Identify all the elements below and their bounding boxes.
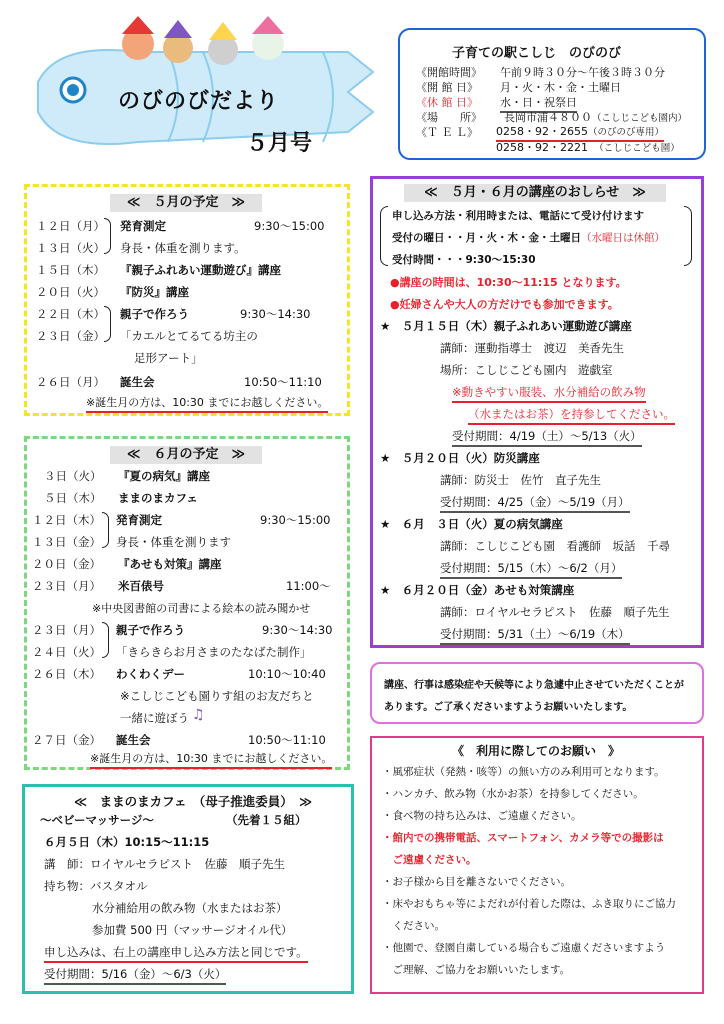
info-label-closed: 《休 館 日》 (416, 96, 478, 109)
june-event-0: 『夏の病気』講座 (118, 469, 210, 483)
june-event-3: 身長・体重を測ります (116, 535, 231, 549)
info-value-place: 長岡市浦４８００ (504, 111, 592, 124)
info-value-open-days: 月・火・木・金・土曜日 (500, 81, 621, 94)
request-item-7: ください。 (382, 920, 445, 932)
cafe-subtitle: ～ベビーマッサージ～ (40, 813, 154, 827)
june-event-7: 親子で作ろう (116, 623, 185, 637)
notice-line-2: あります。ご了承くださいますようお願いいたします。 (384, 702, 633, 713)
june-date-7: ２３日（月） (32, 623, 101, 637)
facility-name: 子育ての駅こしじ のびのび (452, 46, 622, 61)
may-date-7: ２６日（月） (36, 375, 105, 389)
may-time-0: 9:30～15:00 (254, 219, 325, 233)
apply-bracket-left (380, 206, 388, 266)
request-item-8: ・他園で、登園自粛している場合もご遠慮くださいますよう (382, 942, 666, 954)
cafe-apply: 申し込みは、右上の講座申し込み方法と同じです。 (44, 944, 308, 963)
lecture-3-line-0: 講師：ロイヤルセラピスト 佐藤 順子先生 (440, 605, 670, 619)
may-event-2: 『親子ふれあい運動遊び』講座 (120, 263, 281, 277)
may-event-5: 「カエルとてるてる坊主の (120, 329, 258, 343)
june-date-5: ２３日（月） (32, 579, 101, 593)
request-item-9: ご理解、ご協力をお願いいたします。 (382, 964, 571, 976)
june-date-4: ２０日（金） (32, 557, 101, 571)
apply-method: 申し込み方法・利用時または、電話にて受け付けます (392, 210, 644, 222)
may-schedule-title: ≪ ５月の予定 ≫ (110, 194, 262, 212)
june-event-4: 『あせも対策』講座 (118, 557, 222, 571)
lecture-0-red-2: （水またはお茶）を持参してください。 (468, 406, 675, 425)
june-time-2: 9:30～15:00 (260, 513, 331, 527)
request-item-4: ご遠慮ください。 (382, 854, 477, 866)
lecture-3-head: ★ ６月２０日（金）あせも対策講座 (380, 583, 575, 597)
info-label-tel: 《Ｔ Ｅ Ｌ》 (416, 126, 478, 139)
cafe-fee: 参加費 500 円（マッサージオイル代） (92, 923, 293, 937)
notice-box (370, 662, 704, 724)
june-time-12: 10:50～11:10 (248, 733, 326, 747)
notice-time: ●講座の時間は、10:30～11:15 となります。 (390, 276, 627, 289)
info-value-closed: 水・日・祝祭日 (500, 94, 577, 113)
request-item-2: ・食べ物の持ち込みは、ご遠慮ください。 (382, 810, 582, 822)
apply-days-text: 受付の曜日・・月・火・木・金・土曜日 (392, 232, 581, 244)
may-event-7: 誕生会 (120, 375, 155, 389)
june-event-5: 米百俵号 (118, 579, 164, 593)
requests-title: 《 利用に際してのお願い 》 (452, 744, 621, 758)
june-date-9: ２６日（木） (32, 667, 101, 681)
apply-time: 受付時間・・・9:30～15:30 (392, 254, 536, 266)
june-note: ※誕生月の方は、10:30 までにお越しください。 (90, 750, 332, 769)
newsletter-issue: ５月号 (246, 131, 313, 156)
may-date-3: ２０日（火） (36, 285, 105, 299)
june-date-3: １３日（金） (32, 535, 101, 549)
cafe-date: ６月５日（木）10:15～11:15 (44, 835, 210, 849)
apply-days-note: （水曜日は休館） (581, 232, 665, 244)
june-schedule-title: ≪ ６月の予定 ≫ (110, 446, 262, 464)
lecture-0-line-0: 講師：運動指導士 渡辺 美香先生 (440, 341, 624, 355)
lecture-2-period: 受付期間：5/15（木）～6/2（月） (440, 560, 622, 579)
june-event-6: ※中央図書館の司書による絵本の読み聞かせ (92, 602, 311, 615)
lecture-0-head: ★ ５月１５日（木）親子ふれあい運動遊び講座 (380, 319, 632, 333)
may-date-5: ２３日（金） (36, 329, 105, 343)
may-date-0: １２日（月） (36, 219, 105, 233)
request-item-5: ・お子様から目を離さないでください。 (382, 876, 571, 888)
lecture-2-line-0: 講師：こしじこども園 看護師 坂話 千尋 (440, 539, 670, 553)
notice-line-1: 講座、行事は感染症や天候等により急遽中止させていただくことが (384, 680, 684, 691)
request-item-0: ・風邪症状（発熱・咳等）の無い方のみ利用可となります。 (382, 766, 665, 778)
june-time-9: 10:10～10:40 (248, 667, 326, 681)
lecture-2-head: ★ ６月 ３日（火）夏の病気講座 (380, 517, 563, 531)
request-item-1: ・ハンカチ、飲み物（水かお茶）を持参してください。 (382, 788, 644, 800)
cafe-period: 受付期間：5/16（金）～6/3（火） (44, 966, 226, 985)
may-event-4: 親子で作ろう (120, 307, 189, 321)
lecture-1-period: 受付期間：4/25（金）～5/19（月） (440, 494, 630, 513)
info-value-tel2 (496, 139, 680, 155)
june-date-2: １２日（木） (32, 513, 101, 527)
june-event-12: 誕生会 (116, 733, 151, 747)
apply-bracket-right (684, 206, 692, 266)
june-event-8: 「きらきらお月さまのたなばた制作」 (116, 645, 312, 659)
may-date-2: １５日（木） (36, 263, 105, 277)
tel-number-main: 0258・92・2655 (496, 125, 588, 138)
cafe-items2: 水分補給用の飲み物（水またはお茶） (92, 901, 288, 915)
request-item-3: ・館内での携帯電話、スマートフォン、カメラ等での撮影は (382, 832, 664, 844)
june-event-9: わくわくデー (116, 667, 185, 681)
may-date-1: １３日（火） (36, 241, 105, 255)
may-time-4: 9:30～14:30 (240, 307, 311, 321)
info-label-place: 《場 所》 (416, 111, 482, 124)
june-time-7: 9:30～14:30 (262, 623, 333, 637)
cafe-title: ≪ ままのまカフェ （母子推進委員） ≫ (74, 794, 313, 809)
newsletter-title: のびのびだより (118, 89, 280, 114)
may-event-0: 発育測定 (120, 219, 166, 233)
lecture-0-red-1: ※動きやすい服装、水分補給の飲み物 (452, 384, 646, 403)
june-brace-2 (102, 622, 109, 658)
may-event-1: 身長・体重を測ります。 (120, 241, 246, 255)
notice-adults: ●妊婦さんや大人の方だけでも参加できます。 (390, 298, 619, 311)
lecture-0-period: 受付期間：4/19（土）～5/13（火） (452, 428, 642, 447)
june-date-8: ２４日（火） (32, 645, 101, 659)
lecture-1-line-0: 講師：防災士 佐竹 直子先生 (440, 473, 601, 487)
apply-days (392, 230, 665, 245)
lecture-1-head: ★ ５月２０日（火）防災講座 (380, 451, 540, 465)
may-event-6: 足形アート」 (134, 351, 203, 365)
music-note-icon: ♫ (192, 707, 205, 723)
may-note: ※誕生月の方は、10:30 までにお越しください。 (86, 394, 328, 413)
info-note-place: （こしじこども園内） (592, 113, 688, 124)
june-date-0: ３日（火） (44, 469, 102, 483)
june-date-1: ５日（木） (44, 491, 102, 505)
may-date-4: ２２日（木） (36, 307, 105, 321)
june-event-10: ※こしじこども園りす組のお友だちと (120, 689, 314, 703)
may-time-7: 10:50～11:10 (244, 375, 322, 389)
lecture-title: ≪ ５月・６月の講座のおしらせ ≫ (404, 184, 666, 202)
may-brace-1 (104, 218, 111, 254)
june-time-5: 11:00～ (286, 579, 331, 593)
info-label-open-days: 《開 館 日》 (416, 81, 478, 94)
cafe-capacity: （先着１５組） (226, 813, 307, 827)
info-label-hours: 《開館時間》 (416, 66, 482, 79)
june-event-1: ままのまカフェ (118, 491, 198, 505)
june-brace-1 (102, 512, 109, 548)
tel-note-main: （のびのび専用） (588, 127, 665, 138)
may-event-3: 『防災』講座 (120, 285, 189, 299)
info-value-hours: 午前９時３０分～午後３時３０分 (500, 66, 665, 79)
cafe-lecturer: 講 師：ロイヤルセラピスト 佐藤 順子先生 (44, 857, 286, 871)
lecture-3-period: 受付期間：5/31（土）～6/19（木） (440, 626, 630, 645)
may-brace-2 (104, 306, 111, 342)
tel-note-2: （こしじこども園） (599, 143, 680, 154)
cafe-items: 持ち物：バスタオル (44, 879, 148, 893)
june-date-12: ２７日（金） (32, 733, 101, 747)
june-event-2: 発育測定 (116, 513, 162, 527)
lecture-0-line-1: 場所：こしじこども園内 遊戯室 (440, 363, 613, 377)
request-item-6: ・床やおもちゃ等によだれが付着した際は、ふき取りにご協力 (382, 898, 676, 910)
tel-number-2: 0258・92・2221 (496, 141, 588, 154)
june-event-11: 一緒に遊ぼう (120, 711, 189, 725)
